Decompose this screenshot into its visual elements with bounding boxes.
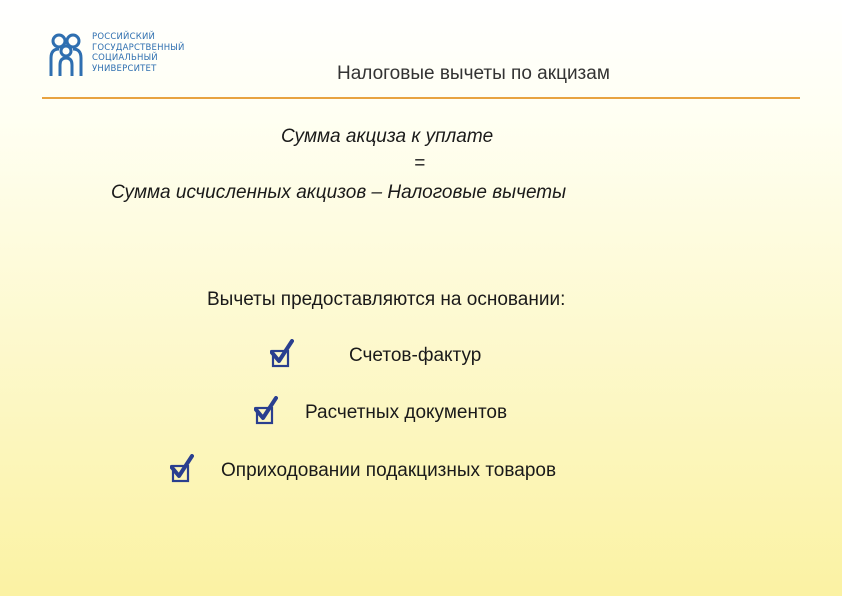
title-divider	[42, 97, 800, 99]
university-name	[92, 32, 202, 74]
logo-text-line: ГОСУДАРСТВЕННЫЙ	[92, 42, 185, 53]
list-item	[170, 454, 660, 484]
list-item	[254, 396, 574, 426]
list-item-label: Счетов-фактур	[349, 345, 482, 366]
checked-box-icon	[270, 339, 294, 369]
basis-intro: Вычеты предоставляются на основании:	[207, 289, 566, 310]
list-item-label: Расчетных документов	[305, 402, 508, 423]
formula-line-payable: Сумма акциза к уплате	[281, 126, 494, 147]
university-logo	[48, 32, 198, 80]
checked-box-icon	[170, 454, 194, 484]
logo-text-line: СОЦИАЛЬНЫЙ	[92, 53, 158, 64]
logo-text-line: РОССИЙСКИЙ	[92, 32, 156, 42]
list-item	[270, 339, 530, 369]
slide-title: Налоговые вычеты по акцизам	[337, 63, 610, 84]
checked-box-icon	[254, 396, 278, 426]
formula-equals-sign: =	[414, 153, 426, 174]
logo-text-line: УНИВЕРСИТЕТ	[92, 63, 157, 74]
university-logo-icon	[48, 32, 84, 76]
list-item-label: Оприходовании подакцизных товаров	[221, 460, 557, 481]
formula-line-calculation: Сумма исчисленных акцизов – Налоговые вычеты	[111, 182, 567, 203]
